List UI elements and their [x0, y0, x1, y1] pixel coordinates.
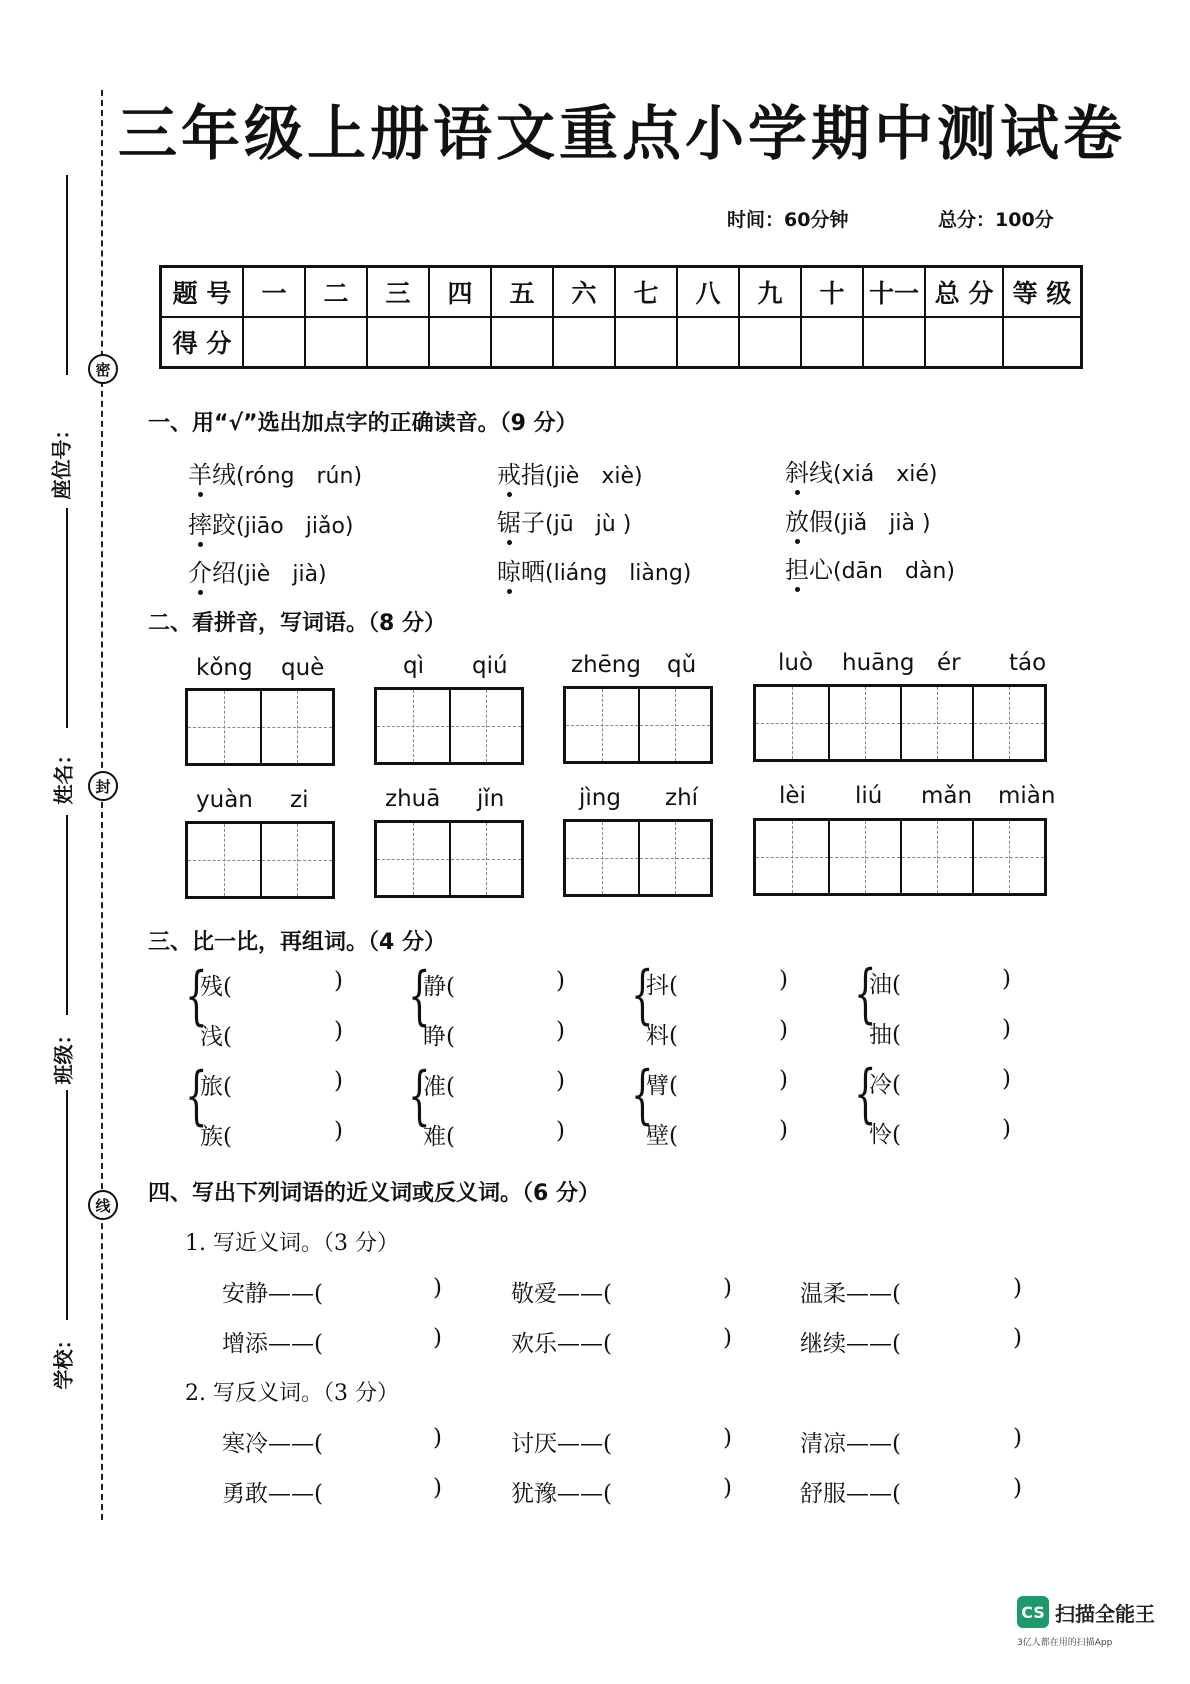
compare-close: )	[556, 1068, 565, 1094]
compare-close: )	[779, 1117, 788, 1143]
compare-word[interactable]: 料(	[646, 1023, 678, 1049]
compare-close: )	[334, 968, 343, 994]
compare-close: )	[779, 967, 788, 993]
dotted-char: 羊	[188, 455, 212, 490]
compare-word[interactable]: 残(	[200, 974, 232, 1000]
grid-cell[interactable]	[972, 687, 1044, 759]
pinyin-options: (liáng liàng)	[545, 561, 692, 586]
seat-number-line	[66, 175, 68, 375]
plain-char: 心	[809, 556, 833, 584]
antonym-item[interactable]: 清凉——(	[800, 1431, 901, 1457]
pinyin-syllable: liú	[855, 783, 883, 809]
exam-time: 时间：60分钟	[727, 209, 849, 231]
synonym-close: )	[723, 1325, 732, 1351]
reading-item[interactable]	[497, 503, 631, 538]
section-3-title: 三、比一比，再组词。（4 分）	[148, 930, 446, 955]
pinyin-syllable: lèi	[779, 783, 806, 809]
pinyin-options: (jū jù )	[545, 512, 632, 537]
compare-close: )	[556, 1118, 565, 1144]
grid-cell[interactable]	[828, 687, 900, 759]
dotted-char: 摔	[188, 505, 212, 540]
writing-grid[interactable]	[753, 818, 1047, 896]
compare-word[interactable]: 准(	[423, 1074, 455, 1100]
grid-cell[interactable]	[638, 689, 710, 761]
antonym-close: )	[433, 1425, 442, 1451]
synonym-item[interactable]: 继续——(	[800, 1331, 901, 1357]
grid-cell[interactable]	[566, 689, 638, 761]
grid-cell[interactable]	[638, 822, 710, 894]
score-cell[interactable]	[615, 317, 677, 368]
score-col-grade: 等 级	[1003, 267, 1082, 318]
dotted-char: 担	[785, 550, 809, 585]
antonym-close: )	[1013, 1425, 1022, 1451]
plain-char: 子	[521, 509, 545, 537]
compare-word[interactable]: 油(	[869, 972, 901, 998]
score-col: 三	[367, 267, 429, 318]
score-cell[interactable]	[243, 317, 305, 368]
brace: {	[631, 958, 654, 1032]
antonym-close: )	[433, 1475, 442, 1501]
plain-char: 晒	[521, 558, 545, 586]
antonym-item[interactable]: 讨厌——(	[511, 1431, 612, 1457]
name-label: 姓名：	[51, 744, 76, 805]
writing-grid[interactable]	[374, 820, 524, 898]
pinyin-syllable: kǒng	[196, 655, 253, 681]
binding-dashed-line	[101, 90, 103, 1520]
reading-item[interactable]	[497, 455, 643, 490]
pinyin-syllable: zhí	[665, 785, 699, 811]
compare-close: )	[334, 1118, 343, 1144]
section-4-title: 四、写出下列词语的近义词或反义词。（6 分）	[148, 1181, 600, 1206]
grid-cell[interactable]	[449, 690, 521, 762]
pinyin-syllable: yuàn	[196, 787, 253, 813]
pinyin-options: (xiá xié)	[833, 462, 938, 487]
writing-grid[interactable]	[374, 687, 524, 765]
pinyin-syllable: qǔ	[667, 652, 697, 678]
grid-cell[interactable]	[756, 687, 828, 759]
seal-feng: 封	[88, 771, 118, 801]
compare-close: )	[1002, 966, 1011, 992]
plain-char: 线	[809, 459, 833, 487]
compare-word[interactable]: 族(	[200, 1124, 232, 1150]
brace: {	[854, 957, 877, 1031]
grid-cell[interactable]	[377, 823, 449, 895]
grid-cell[interactable]	[900, 687, 972, 759]
synonym-item[interactable]: 敬爱——(	[511, 1281, 612, 1307]
name-line	[66, 815, 68, 1015]
synonym-close: )	[1013, 1275, 1022, 1301]
score-table-header-row	[161, 267, 1082, 318]
score-col: 七	[615, 267, 677, 318]
compare-close: )	[556, 968, 565, 994]
page-title: 三年级上册语文重点小学期中测试卷	[118, 99, 1127, 168]
brace: {	[631, 1058, 654, 1132]
compare-word[interactable]: 抽(	[869, 1022, 901, 1048]
plain-char: 绍	[212, 559, 236, 587]
synonym-close: )	[723, 1275, 732, 1301]
antonym-item[interactable]: 舒服——(	[800, 1481, 901, 1507]
reading-item[interactable]	[497, 552, 691, 587]
pinyin-syllable: luò	[778, 650, 814, 676]
pinyin-options: (róng rún)	[236, 464, 363, 489]
pinyin-syllable: zhēng	[571, 652, 641, 678]
pinyin-options: (jiè jià)	[236, 562, 327, 587]
scanner-watermark	[1017, 1596, 1155, 1628]
compare-close: )	[334, 1068, 343, 1094]
compare-word[interactable]: 静(	[423, 974, 455, 1000]
dotted-char: 戒	[497, 455, 521, 490]
dotted-char: 斜	[785, 453, 809, 488]
pinyin-syllable: qiú	[472, 653, 508, 679]
score-cell[interactable]	[1003, 317, 1082, 368]
score-cell[interactable]	[739, 317, 801, 368]
pinyin-syllable: jǐn	[477, 786, 505, 812]
antonym-close: )	[723, 1425, 732, 1451]
camscanner-slogan: 3亿人都在用的扫描App	[1017, 1638, 1113, 1648]
antonym-item[interactable]: 犹豫——(	[511, 1481, 612, 1507]
synonym-item[interactable]: 安静——(	[222, 1281, 323, 1307]
score-col-total: 总 分	[925, 267, 1003, 318]
grid-cell[interactable]	[756, 821, 828, 893]
section-2-title: 二、看拼音，写词语。（8 分）	[148, 611, 446, 636]
score-col: 四	[429, 267, 491, 318]
pinyin-syllable: zhuā	[385, 786, 441, 812]
section-1-title: 一、用“√”选出加点字的正确读音。（9 分）	[148, 411, 578, 436]
pinyin-syllable: huāng	[842, 650, 915, 676]
compare-close: )	[779, 1017, 788, 1043]
seat-name-separator	[66, 508, 68, 728]
brace: {	[408, 1059, 431, 1133]
score-cell[interactable]	[367, 317, 429, 368]
dotted-char: 晾	[497, 552, 521, 587]
compare-word[interactable]: 壁(	[646, 1123, 678, 1149]
score-cell[interactable]	[925, 317, 1003, 368]
compare-close: )	[1002, 1016, 1011, 1042]
compare-word[interactable]: 旅(	[200, 1074, 232, 1100]
exam-total: 总分：100分	[938, 209, 1054, 231]
dotted-char: 锯	[497, 503, 521, 538]
grid-cell[interactable]	[566, 822, 638, 894]
grid-cell[interactable]	[260, 691, 332, 763]
pinyin-syllable: qì	[403, 653, 424, 679]
compare-word[interactable]: 冷(	[869, 1072, 901, 1098]
score-cell[interactable]	[801, 317, 863, 368]
pinyin-syllable: mǎn	[921, 783, 973, 809]
dotted-char: 介	[188, 553, 212, 588]
score-row-label: 得 分	[161, 317, 244, 368]
pinyin-syllable: zi	[290, 787, 309, 813]
antonym-subtitle: 2. 写反义词。（3 分）	[185, 1381, 399, 1406]
score-table-score-row	[161, 317, 1082, 368]
pinyin-syllable: miàn	[998, 783, 1056, 809]
antonym-item[interactable]: 寒冷——(	[222, 1431, 323, 1457]
score-col: 五	[491, 267, 553, 318]
score-cell[interactable]	[553, 317, 615, 368]
grid-cell[interactable]	[377, 690, 449, 762]
synonym-close: )	[433, 1275, 442, 1301]
plain-char: 假	[809, 508, 833, 536]
writing-grid[interactable]	[185, 688, 335, 766]
camscanner-logo-icon: CS	[1017, 1596, 1049, 1628]
score-col: 八	[677, 267, 739, 318]
pinyin-syllable: ér	[937, 650, 961, 676]
score-cell[interactable]	[305, 317, 367, 368]
pinyin-options: (jiè xiè)	[545, 464, 643, 489]
reading-item[interactable]	[188, 505, 354, 540]
writing-grid[interactable]	[563, 819, 713, 897]
seal-mi: 密	[88, 354, 118, 384]
pinyin-options: (jiāo jiǎo)	[236, 514, 354, 539]
score-col: 二	[305, 267, 367, 318]
synonym-item[interactable]: 温柔——(	[800, 1281, 901, 1307]
brace: {	[185, 959, 208, 1033]
plain-char: 绒	[212, 461, 236, 489]
grid-cell[interactable]	[188, 824, 260, 896]
writing-grid[interactable]	[185, 821, 335, 899]
score-col: 十一	[863, 267, 925, 318]
grid-cell[interactable]	[900, 821, 972, 893]
grid-cell[interactable]	[260, 824, 332, 896]
compare-word[interactable]: 浅(	[200, 1024, 232, 1050]
score-head-label: 题 号	[161, 267, 244, 318]
school-label: 学校：	[51, 1329, 76, 1390]
score-cell[interactable]	[491, 317, 553, 368]
synonym-subtitle: 1. 写近义词。（3 分）	[185, 1231, 399, 1256]
brace: {	[408, 959, 431, 1033]
synonym-close: )	[1013, 1325, 1022, 1351]
camscanner-name: 扫描全能王	[1055, 1601, 1155, 1626]
score-col: 一	[243, 267, 305, 318]
compare-word[interactable]: 怜(	[869, 1122, 901, 1148]
score-col: 九	[739, 267, 801, 318]
score-col: 十	[801, 267, 863, 318]
reading-item[interactable]	[785, 550, 955, 585]
compare-close: )	[1002, 1116, 1011, 1142]
seat-number-label: 座位号：	[49, 419, 74, 500]
score-col: 六	[553, 267, 615, 318]
grid-cell[interactable]	[188, 691, 260, 763]
reading-item[interactable]	[188, 553, 327, 588]
reading-item[interactable]	[785, 502, 931, 537]
compare-close: )	[334, 1018, 343, 1044]
pinyin-options: (dān dàn)	[833, 559, 955, 584]
compare-word[interactable]: 睁(	[423, 1024, 455, 1050]
dotted-char: 放	[785, 502, 809, 537]
brace: {	[185, 1059, 208, 1133]
compare-word[interactable]: 抖(	[646, 973, 678, 999]
writing-grid[interactable]	[563, 686, 713, 764]
pinyin-options: (jiǎ jià )	[833, 511, 931, 536]
writing-grid[interactable]	[753, 684, 1047, 762]
score-cell[interactable]	[863, 317, 925, 368]
plain-char: 指	[521, 461, 545, 489]
synonym-close: )	[433, 1325, 442, 1351]
score-cell[interactable]	[677, 317, 739, 368]
grid-cell[interactable]	[828, 821, 900, 893]
grid-cell[interactable]	[972, 821, 1044, 893]
antonym-close: )	[723, 1475, 732, 1501]
grid-cell[interactable]	[449, 823, 521, 895]
pinyin-syllable: táo	[1009, 650, 1047, 676]
score-table	[159, 265, 1083, 369]
synonym-item[interactable]: 增添——(	[222, 1331, 323, 1357]
synonym-item[interactable]: 欢乐——(	[511, 1331, 612, 1357]
pinyin-syllable: jìng	[579, 785, 621, 811]
class-label: 班级：	[51, 1024, 76, 1085]
compare-close: )	[1002, 1066, 1011, 1092]
compare-close: )	[556, 1018, 565, 1044]
brace: {	[854, 1057, 877, 1131]
antonym-close: )	[1013, 1475, 1022, 1501]
reading-item[interactable]	[785, 453, 937, 488]
compare-close: )	[779, 1067, 788, 1093]
plain-char: 跤	[212, 511, 236, 539]
class-line	[66, 1090, 68, 1320]
antonym-item[interactable]: 勇敢——(	[222, 1481, 323, 1507]
compare-word[interactable]: 难(	[423, 1124, 455, 1150]
reading-item[interactable]	[188, 455, 362, 490]
pinyin-syllable: què	[281, 655, 325, 681]
score-cell[interactable]	[429, 317, 491, 368]
seal-xian: 线	[88, 1190, 118, 1220]
compare-word[interactable]: 臂(	[646, 1073, 678, 1099]
